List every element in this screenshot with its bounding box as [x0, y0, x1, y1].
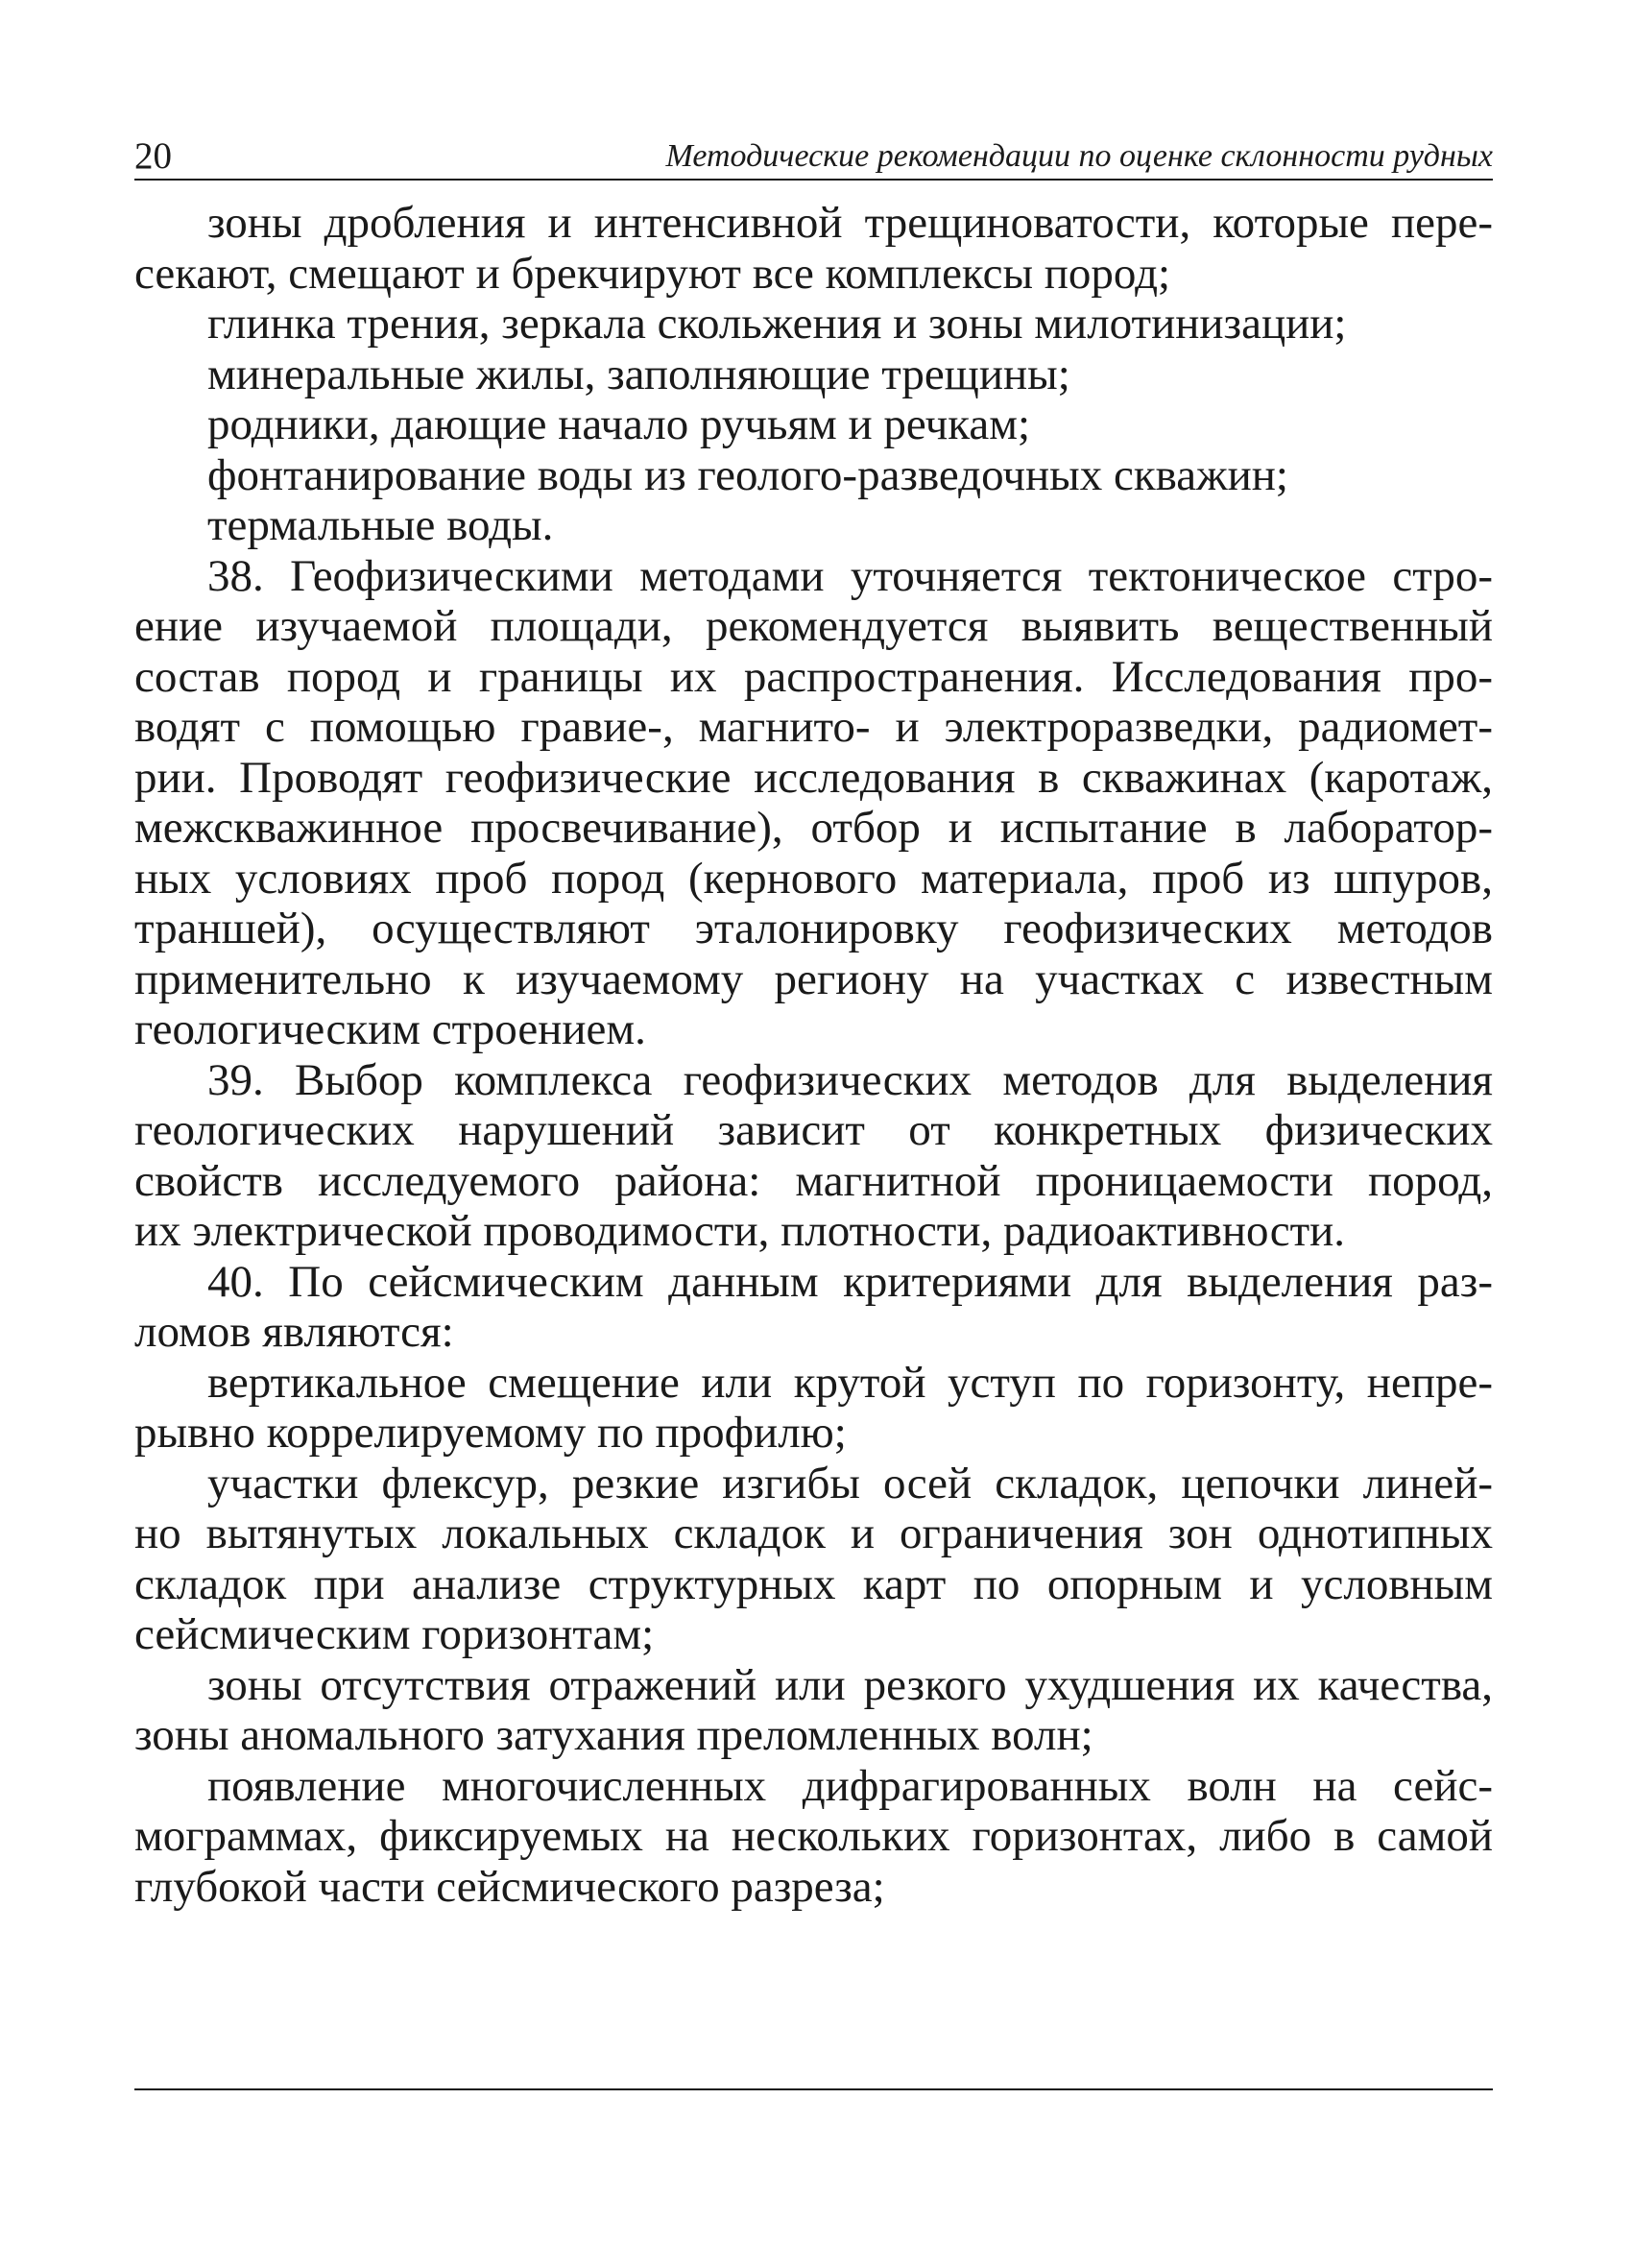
paragraph [134, 450, 1493, 501]
text-line: появление многочисленных дифрагированных волн на сейс- [207, 1760, 1493, 1811]
paragraph [134, 198, 1493, 299]
text-line: глубокой части сейсмического разреза; [134, 1861, 885, 1912]
text-line: 39. Выбор комплекса геофизических методов для выделения [207, 1054, 1493, 1105]
text-line: родники, дающие начало ручьям и речкам; [207, 399, 1031, 449]
text-line: зоны отсутствия отражений или резкого ухудшения их качества, [207, 1659, 1493, 1710]
text-line: рывно коррелируемому по профилю; [134, 1408, 847, 1458]
paragraph [134, 1459, 1493, 1660]
body-text [134, 198, 1493, 1912]
paragraph [134, 350, 1493, 400]
text-line: 38. Геофизическими методами уточняется тектоническое стро- [207, 550, 1493, 601]
paragraph [134, 500, 1493, 551]
text-line: геологических нарушений зависит от конкретных физических [134, 1105, 1493, 1155]
text-line: геологическим строением. [134, 1004, 646, 1054]
text-line: их электрической проводимости, плотности, радиоактивности. [134, 1206, 1346, 1256]
text-line: ных условиях проб пород (кернового материала, проб из шпуров, [134, 853, 1493, 904]
text-line: термальные воды. [207, 500, 554, 550]
text-line: фонтанирование воды из геолого-разведочных скважин; [207, 449, 1288, 500]
text-line: ломов являются: [134, 1307, 454, 1357]
paragraph [134, 1761, 1493, 1913]
text-line: участки флексур, резкие изгибы осей складок, цепочки линей- [207, 1458, 1493, 1508]
paragraph [134, 1358, 1493, 1459]
paragraph [134, 399, 1493, 450]
text-line: вертикальное смещение или крутой уступ по горизонту, непре- [207, 1357, 1493, 1408]
running-title: Методические рекомендации по оценке склонности рудных [665, 138, 1493, 174]
paragraph [134, 1055, 1493, 1257]
text-line: складок при анализе структурных карт по опорным и условным [134, 1558, 1493, 1609]
document-page [134, 123, 1493, 1912]
footer-rule [134, 2088, 1493, 2090]
text-line: водят с помощью гравие-, магнито- и электроразведки, радиомет- [134, 702, 1493, 752]
text-line: но вытянутых локальных складок и ограничения зон однотипных [134, 1508, 1493, 1558]
paragraph [134, 299, 1493, 350]
text-line: глинка трения, зеркала скольжения и зоны милотинизации; [207, 299, 1347, 349]
text-line: секают, смещают и брекчируют все комплексы пород; [134, 248, 1171, 299]
text-line: рии. Проводят геофизические исследования в скважинах (каротаж, [134, 752, 1493, 803]
text-line: минеральные жилы, заполняющие трещины; [207, 349, 1070, 399]
text-line: межскважинное просвечивание), отбор и испытание в лаборатор- [134, 803, 1493, 853]
page-number: 20 [134, 135, 172, 177]
text-line: 40. По сейсмическим данным критериями для выделения раз- [207, 1256, 1493, 1307]
text-line: сейсмическим горизонтам; [134, 1609, 655, 1659]
text-line: применительно к изучаемому региону на участках с известным [134, 953, 1493, 1004]
paragraph [134, 1257, 1493, 1358]
text-line: траншей), осуществляют эталонировку геофизических методов [134, 904, 1493, 953]
text-line: состав пород и границы их распространения. Исследования про- [134, 651, 1493, 702]
text-line: мограммах, фиксируемых на нескольких горизонтах, либо в самой [134, 1811, 1493, 1861]
text-line: зоны аномального затухания преломленных волн; [134, 1710, 1093, 1760]
text-line: свойств исследуемого района: магнитной проницаемости пород, [134, 1155, 1493, 1206]
paragraph [134, 1660, 1493, 1761]
paragraph [134, 551, 1493, 1055]
text-line: зоны дробления и интенсивной трещиноватости, которые пере- [207, 198, 1493, 248]
running-header [134, 123, 1493, 181]
text-line: ение изучаемой площади, рекомендуется выявить вещественный [134, 601, 1493, 651]
